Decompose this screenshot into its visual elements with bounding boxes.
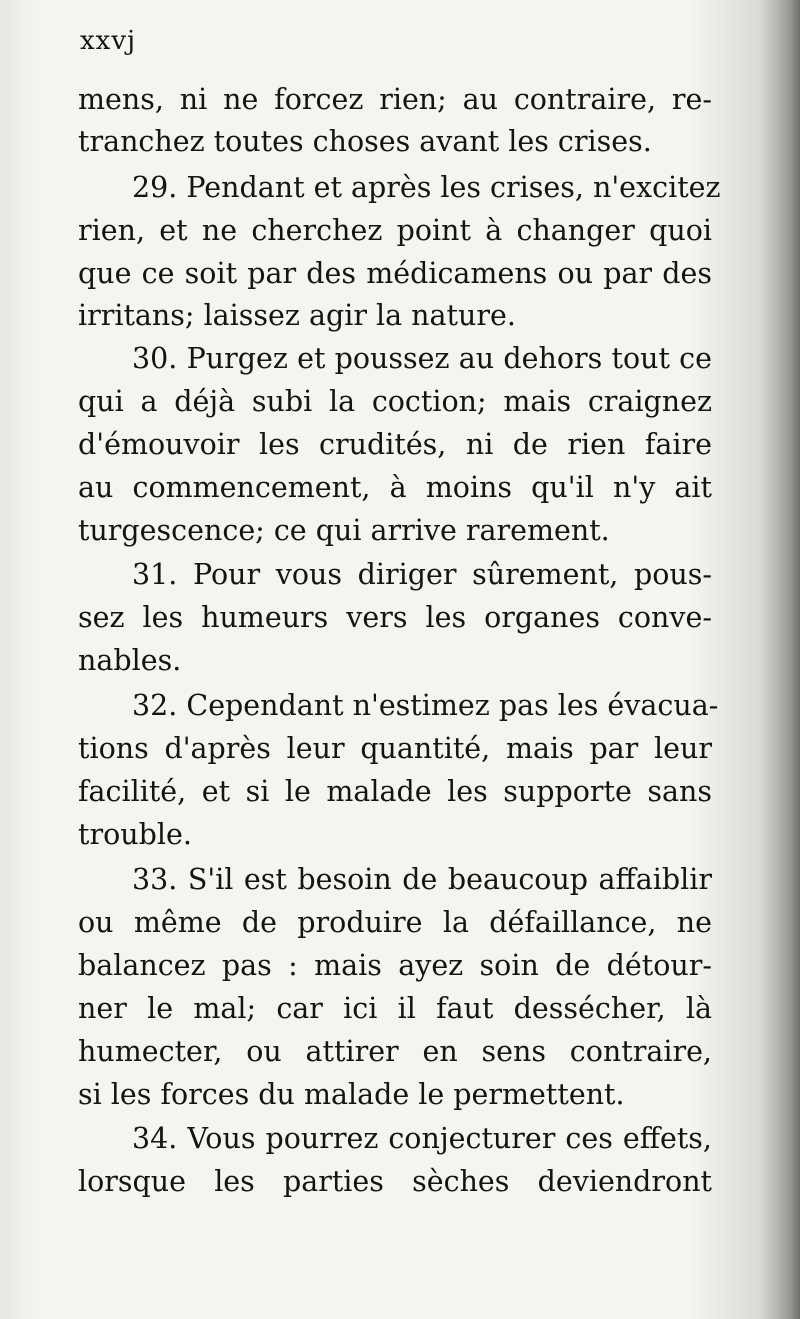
page-number: xxvj	[80, 26, 137, 56]
text-line: ner le mal; car ici il faut dessécher, là	[78, 992, 712, 1025]
text-line: ou même de produire la défaillance, ne	[78, 906, 712, 939]
text-line: 33. S'il est besoin de beaucoup affaiblir	[132, 863, 712, 896]
text-line: d'émouvoir les crudités, ni de rien faire	[78, 428, 712, 461]
text-line: 29. Pendant et après les crises, n'excitez	[132, 171, 721, 204]
text-line: humecter, ou attirer en sens contraire,	[78, 1035, 712, 1068]
text-line: turgescence; ce qui arrive rarement.	[78, 514, 610, 547]
text-line: mens, ni ne forcez rien; au contraire, re-	[78, 83, 712, 116]
text-line: tranchez toutes choses avant les crises.	[78, 125, 652, 158]
text-line: trouble.	[78, 818, 192, 851]
text-line: lorsque les parties sèches deviendront	[78, 1165, 712, 1198]
text-line: balancez pas : mais ayez soin de détour-	[78, 949, 712, 982]
text-line: 31. Pour vous diriger sûrement, pous-	[132, 558, 712, 591]
text-line: si les forces du malade le permettent.	[78, 1078, 625, 1111]
text-line: 34. Vous pourrez conjecturer ces effets,	[132, 1122, 712, 1155]
text-line: qui a déjà subi la coction; mais craignez	[78, 385, 712, 418]
text-line: tions d'après leur quantité, mais par leur	[78, 732, 712, 765]
text-line: rien, et ne cherchez point à changer quoi	[78, 214, 712, 247]
text-line: nables.	[78, 644, 182, 677]
text-line: que ce soit par des médicamens ou par des	[78, 257, 712, 290]
text-line: sez les humeurs vers les organes conve-	[78, 601, 712, 634]
text-line: 32. Cependant n'estimez pas les évacua-	[132, 689, 719, 722]
text-line: au commencement, à moins qu'il n'y ait	[78, 471, 712, 504]
text-line: irritans; laissez agir la nature.	[78, 299, 516, 332]
text-line: facilité, et si le malade les supporte sans	[78, 775, 712, 808]
text-line: 30. Purgez et poussez au dehors tout ce	[132, 342, 712, 375]
